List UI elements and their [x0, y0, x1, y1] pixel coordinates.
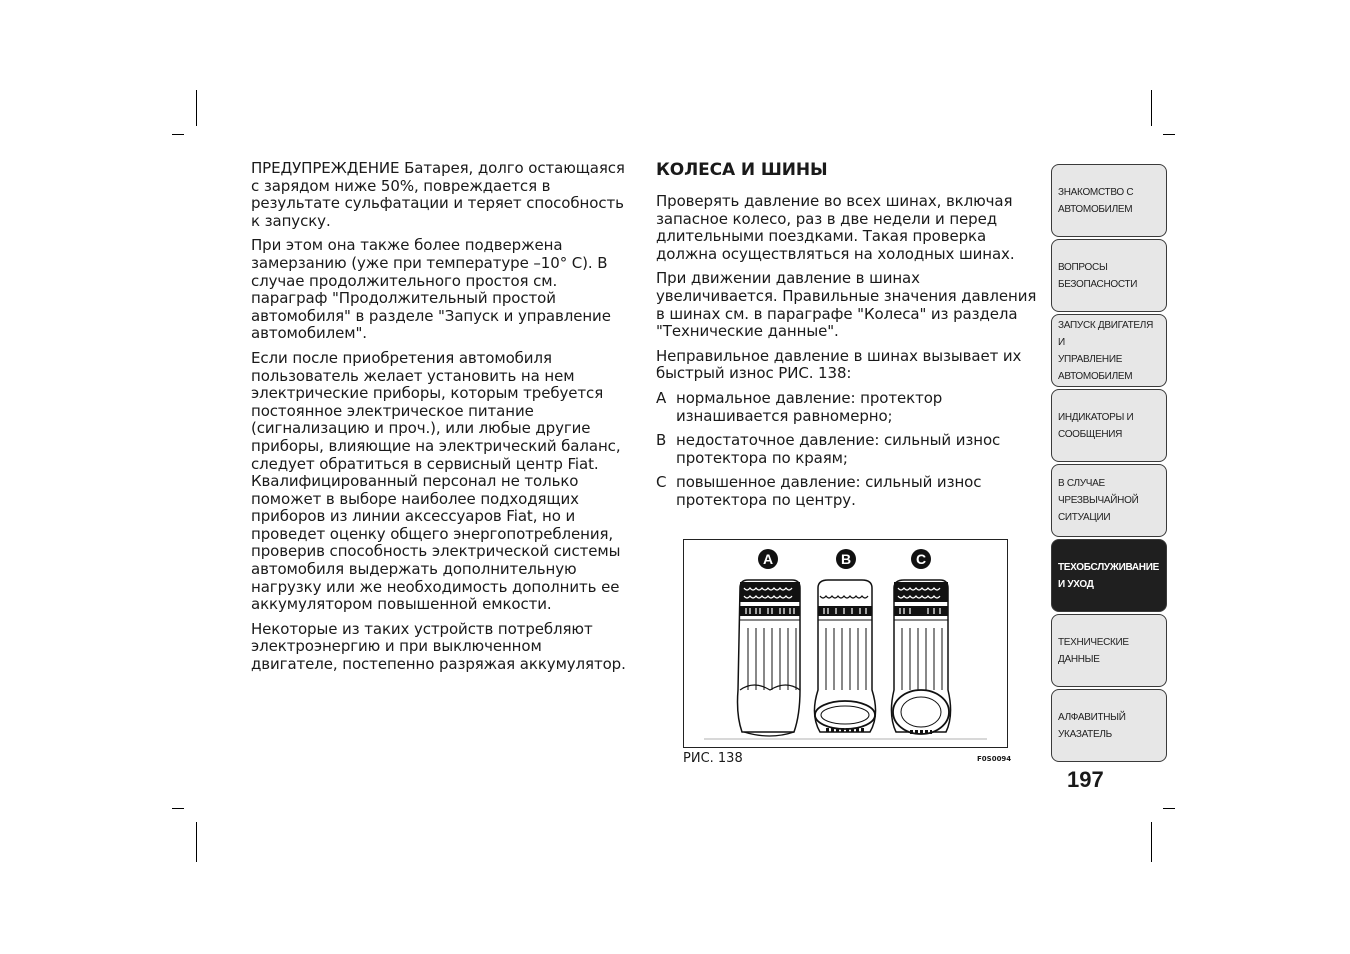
label-c: C: [915, 551, 927, 567]
crop-mark: [172, 134, 184, 135]
tab-indicators[interactable]: [1051, 389, 1167, 462]
tire-c-overinflated: [891, 580, 950, 734]
list-text: недостаточное давление: сильный износ протектора по краям;: [676, 431, 1001, 467]
tab-label: ВОПРОСЫ БЕЗОПАСНОСТИ: [1058, 261, 1138, 290]
label-a: A: [762, 551, 774, 567]
tire-b-underinflated: [814, 580, 875, 732]
crop-mark: [1163, 134, 1175, 135]
list-item: [656, 474, 1038, 509]
tab-label: ИНДИКАТОРЫ И СООБЩЕНИЯ: [1058, 411, 1134, 440]
crop-mark: [196, 90, 197, 126]
tab-starting-driving[interactable]: [1051, 314, 1167, 387]
paragraph: Если после приобретения автомобиля пользователь желает установить на нем электрические приборы, которым требуется постоянное электрическое питание (сигнализацию и проч.), или любые другие приборы, влияющие на электрический баланс, следует обратиться в сервисный центр Fiat. Квалифицированный персонал не только поможет в выборе наиболее подходящих приборов из линии аксессуаров Fiat, но и проведет оценку общего энергопотребления, проверив способность электрической системы автомобиля выдержать дополнительную нагрузку или же необходимость дополнить ее аккумулятором повышенной емкости.: [251, 348, 621, 614]
tab-index[interactable]: [1051, 689, 1167, 762]
label-a-marker: [758, 549, 778, 569]
list-letter: C: [656, 473, 667, 492]
section-heading: КОЛЕСА И ШИНЫ: [656, 160, 828, 180]
tab-label: ЗАПУСК ДВИГАТЕЛЯ И УПРАВЛЕНИЕ АВТОМОБИЛЕМ: [1058, 319, 1153, 382]
list-text: повышенное давление: сильный износ протектора по центру.: [676, 473, 982, 509]
paragraph: Неправильное давление в шинах вызывает их быстрый износ РИС. 138:: [656, 346, 1022, 383]
figure-code: F0S0094: [977, 755, 1012, 763]
tire-wear-illustration: [684, 540, 1007, 747]
list-letter: B: [656, 431, 667, 450]
paragraph: Некоторые из таких устройств потребляют электроэнергию и при выключенном двигателе, постепенно разряжая аккумулятор.: [251, 619, 626, 674]
tab-emergency[interactable]: [1051, 464, 1167, 537]
paragraph: При движении давление в шинах увеличивается. Правильные значения давления в шинах см. в параграфе "Колеса" из раздела "Технические данные".: [656, 269, 1037, 341]
right-column: [656, 160, 1038, 517]
tab-label: В СЛУЧАЕ ЧРЕЗВЫЧАЙНОЙ СИТУАЦИИ: [1058, 478, 1139, 523]
tab-label: ТЕХОБСЛУЖИВАНИЕ И УХОД: [1058, 561, 1159, 590]
crop-mark: [172, 808, 184, 809]
left-column: [251, 160, 629, 681]
tire-a-normal: [738, 580, 801, 736]
tab-getting-to-know[interactable]: [1051, 164, 1167, 237]
tab-label: ЗНАКОМСТВО С АВТОМОБИЛЕМ: [1058, 186, 1134, 215]
crop-mark: [1151, 90, 1152, 126]
label-c-marker: [911, 549, 931, 569]
paragraph: Проверять давление во всех шинах, включая запасное колесо, раз в две недели и перед длительными поездками. Такая проверка должна осуществляться на холодных шинах.: [656, 192, 1015, 263]
tab-label: ТЕХНИЧЕСКИЕ ДАННЫЕ: [1058, 636, 1129, 665]
tire-wear-figure: [683, 539, 1008, 748]
crop-mark: [1151, 822, 1152, 862]
tab-safety[interactable]: [1051, 239, 1167, 312]
list-item: [656, 432, 1038, 467]
crop-mark: [1163, 808, 1175, 809]
list-item: [656, 390, 1038, 425]
paragraph: При этом она также более подвержена замерзанию (уже при температуре –10° С). В случае продолжительного простоя см. параграф "Продолжительный простой автомобиля" в разделе "Запуск и управление автомобилем".: [251, 236, 611, 343]
tab-maintenance[interactable]: [1051, 539, 1167, 612]
page-number: 197: [1067, 767, 1104, 792]
label-b-marker: [836, 549, 856, 569]
list-text: нормальное давление: протектор изнашивается равномерно;: [676, 388, 943, 425]
tab-label: АЛФАВИТНЫЙ УКАЗАТЕЛЬ: [1058, 711, 1126, 740]
figure-caption: РИС. 138: [683, 751, 743, 766]
crop-mark: [196, 822, 197, 862]
label-b: B: [840, 551, 852, 567]
tab-technical-data[interactable]: [1051, 614, 1167, 687]
warning-paragraph: ПРЕДУПРЕЖДЕНИЕ Батарея, долго остающаяся с зарядом ниже 50%, повреждается в результате сульфатации и теряет способность к запуску.: [251, 159, 625, 230]
list-letter: A: [656, 388, 667, 407]
